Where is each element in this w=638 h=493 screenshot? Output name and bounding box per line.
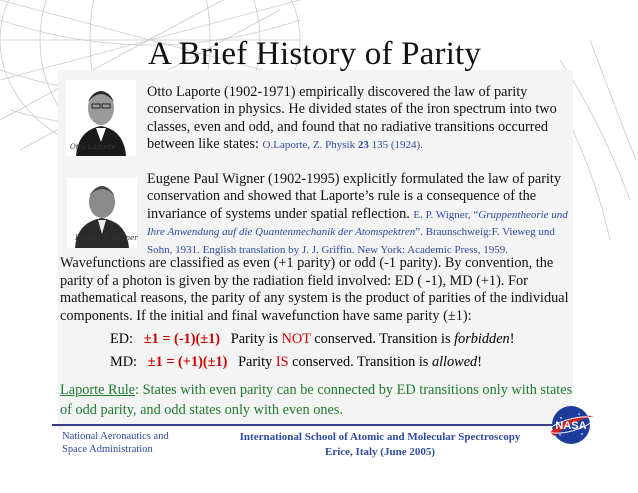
slide-title: A Brief History of Parity <box>148 36 482 72</box>
wigner-signature: Eugene P. Wigner <box>75 234 138 242</box>
footer-event-line1: International School of Atomic and Molecular Spectroscopy <box>239 431 521 443</box>
ed-text-before: Parity is <box>230 331 282 347</box>
laporte-reference <box>263 139 423 151</box>
footer-event <box>230 430 530 460</box>
ed-equation: ±1 = (-1)(±1) <box>143 331 221 347</box>
laporte-rule-paragraph <box>60 380 580 420</box>
wigner-paragraph <box>147 171 577 258</box>
ed-result: forbidden <box>454 331 510 347</box>
footer-divider <box>52 424 552 426</box>
ed-status: NOT <box>281 331 311 347</box>
laporte-rule-text: : States with even parity can be connected by ED transitions only with states of odd parity, and odd states only with even ones. <box>60 382 573 418</box>
laporte-ref-prefix: O.Laporte, Z. Physik <box>262 139 358 152</box>
laporte-paragraph <box>147 84 567 155</box>
md-end: ! <box>477 354 482 370</box>
laporte-rule-link[interactable]: Laporte Rule <box>60 382 136 398</box>
wigner-text: Eugene Paul Wigner (1902-1995) explicitly formulated the law of parity conservation and showed that Laporte’s rule is a consequence of the invariance of systems under spatial reflection. <box>147 171 562 222</box>
md-text-middle: conserved. Transition is <box>288 354 432 370</box>
nasa-logo-text: NASA <box>555 420 587 432</box>
ed-label: ED: <box>110 331 134 347</box>
md-status: IS <box>275 354 289 370</box>
ed-end: ! <box>509 331 515 347</box>
laporte-ref-volume: 23 <box>357 139 369 152</box>
footer-org-line2: Space Administration <box>62 444 153 455</box>
md-equation: ±1 = (+1)(±1) <box>147 354 228 370</box>
footer-event-line2: Erice, Italy (June 2005) <box>325 446 435 458</box>
md-result: allowed <box>431 354 478 370</box>
wavefunctions-paragraph: Wavefunctions are classified as even (+1 parity) or odd (-1 parity). By convention, the parity of a photon is given by the radiation field involved: ED ( -1), MD (+1). For mathematical reasons, the parity of any system is the product of parities of the individual components. If the initial and final wavefunction have same parity (±1): <box>60 255 569 324</box>
wigner-ref-rest: ”. Braunschweig:F. Vieweg und Sohn, 1931. English translation by J. J. Griffin. New York: Academic Press, 1959. <box>147 226 555 256</box>
laporte-ref-suffix: 135 (1924). <box>368 139 423 152</box>
ed-transition-line <box>110 331 514 348</box>
nasa-logo-icon <box>546 404 596 446</box>
md-transition-line <box>110 354 482 371</box>
laporte-signature: Otto Laporte <box>70 143 116 151</box>
footer-org-line1: National Aeronautics and <box>62 431 169 442</box>
wigner-ref-book: Gruppentheorie und Ihre Anwendung auf die Quantenmechanik der Atomspektren <box>147 208 568 239</box>
footer-organization <box>62 430 169 456</box>
md-text-before: Parity <box>238 354 276 370</box>
laporte-text: Otto Laporte (1902-1971) empirically discovered the law of parity conservation in physics. He divided states of the iron spectrum into two classes, even and odd, and found that no radiative transitions occurred between like states: <box>147 84 557 153</box>
ed-text-middle: conserved. Transition is <box>310 331 455 347</box>
md-label: MD: <box>110 354 138 370</box>
wigner-ref-author: E. P. Wigner, “ <box>413 208 479 221</box>
